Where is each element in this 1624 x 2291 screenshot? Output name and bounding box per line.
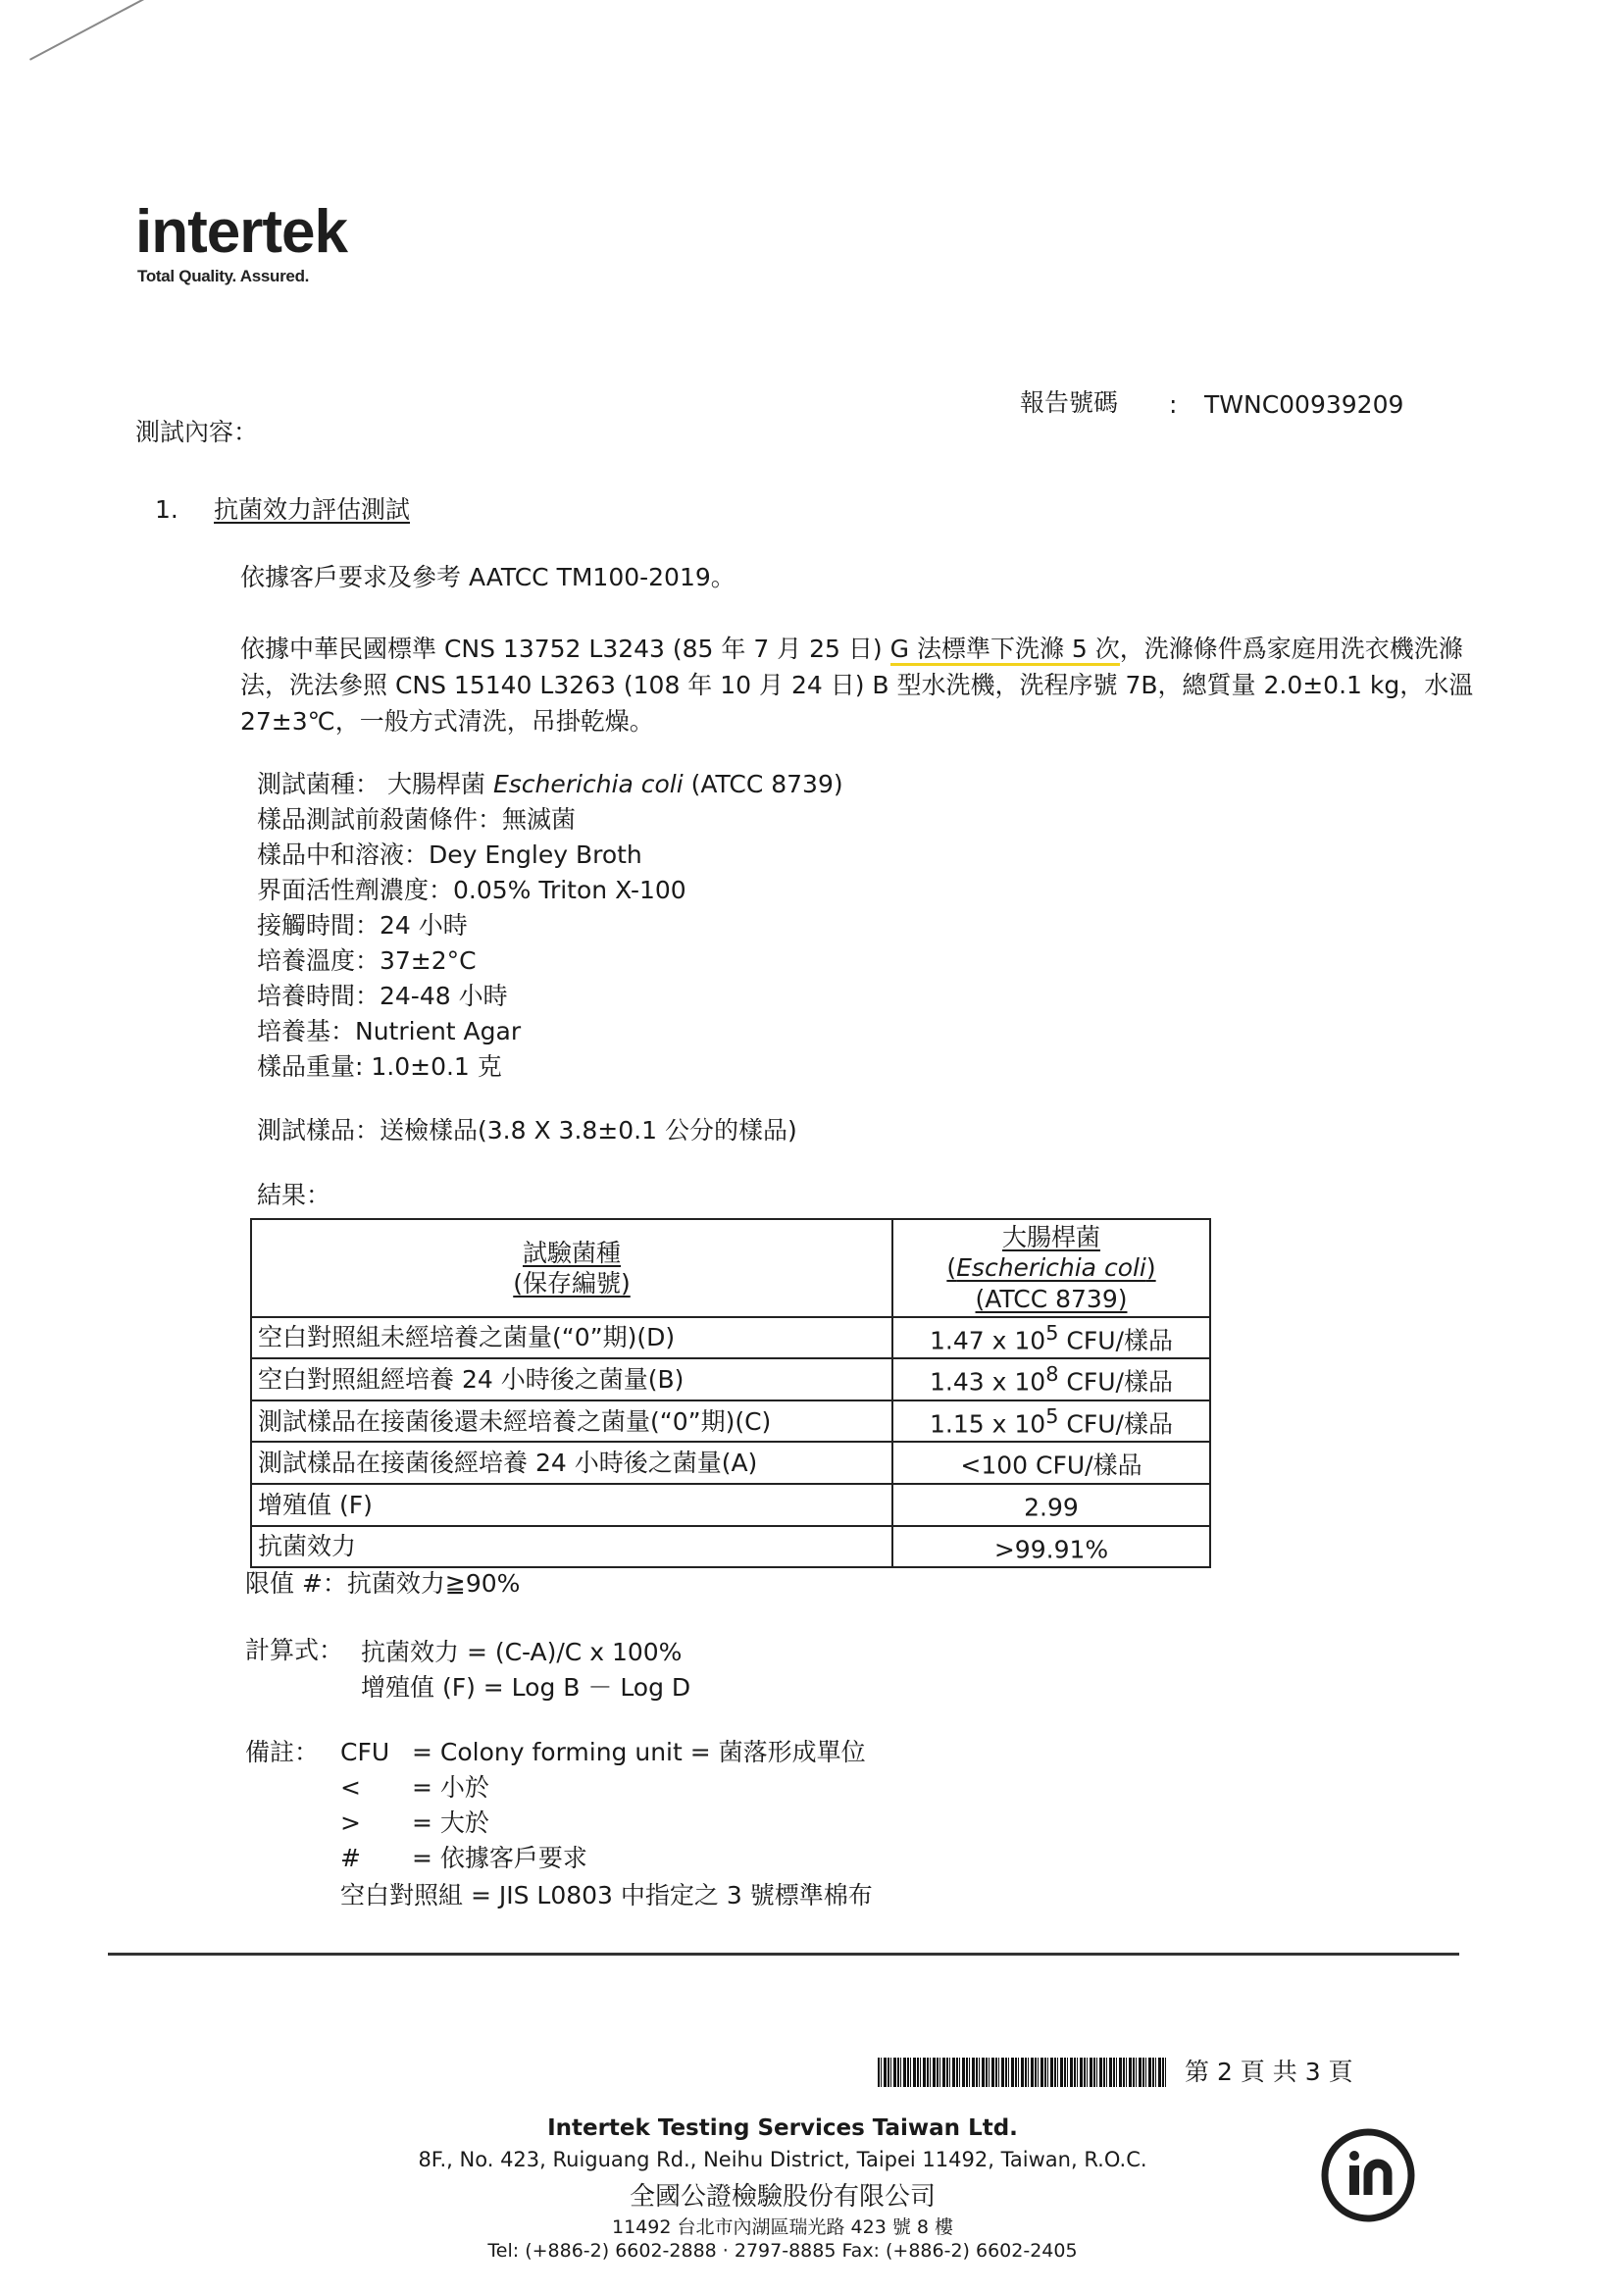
condition-item: 接觸時間：24 小時: [257, 911, 468, 940]
value-base: <100 CFU/樣品: [960, 1451, 1142, 1480]
company-en: Intertek Testing Services Taiwan Ltd.: [547, 2115, 1018, 2141]
table-row: [251, 1400, 1210, 1443]
condition-item: 培養基：Nutrient Agar: [257, 1017, 522, 1045]
row-value: [892, 1358, 1210, 1400]
note-symbol: CFU: [340, 1738, 390, 1766]
para-wash-line3: 27±3℃，一般方式清洗，吊掛乾燥。: [240, 707, 654, 736]
test-sample: 測試樣品：送檢樣品(3.8 X 3.8±0.1 公分的樣品): [257, 1116, 797, 1145]
condition-item: 培養溫度：37±2°C: [257, 946, 477, 975]
value-base: >99.91%: [993, 1534, 1109, 1563]
table-row: [251, 1317, 1210, 1359]
para-wash-line2: 法，洗法參照 CNS 15140 L3263 (108 年 10 月 24 日) B 型水洗機，洗程序號 7B，總質量 2.0±0.1 kg，水溫: [240, 671, 1474, 699]
organism-label: 測試菌種：: [257, 770, 381, 798]
formula-line1: 抗菌效力 = (C-A)/C x 100%: [361, 1638, 683, 1666]
table-header-row: [251, 1219, 1210, 1317]
table-row: [251, 1484, 1210, 1526]
value-base: 1.43 x 10: [930, 1367, 1046, 1397]
footer-divider: [108, 1953, 1459, 1956]
barcode-image: [878, 2058, 1167, 2087]
row-label: 空白對照組未經培養之菌量(“0”期)(D): [251, 1317, 892, 1359]
report-no-label: 報告號碼: [1020, 388, 1119, 417]
value-exp: 5: [1045, 1403, 1059, 1428]
results-table: [250, 1218, 1211, 1568]
address-cn: 11492 台北市內湖區瑞光路 423 號 8 樓: [612, 2216, 953, 2238]
note-text: = Colony forming unit = 菌落形成單位: [412, 1738, 866, 1766]
contact-line: Tel: (+886-2) 6602-2888 · 2797-8885 Fax: (+886-2) 6602-2405: [487, 2240, 1078, 2262]
organism-sci: Escherichia coli: [492, 770, 684, 798]
address-en: 8F., No. 423, Ruiguang Rd., Neihu District, Taipei 11492, Taiwan, R.O.C.: [418, 2148, 1147, 2171]
table-row: [251, 1358, 1210, 1400]
header-right-3: (ATCC 8739): [975, 1284, 1128, 1313]
note-symbol: >: [340, 1808, 361, 1837]
logo-tagline: Total Quality. Assured.: [137, 267, 310, 285]
para-standard: 依據客戶要求及參考 AATCC TM100-2019。: [240, 563, 736, 591]
report-no-sep: :: [1169, 390, 1178, 419]
intertek-emblem-icon: [1319, 2126, 1417, 2224]
table-row: [251, 1526, 1210, 1568]
header-organism-cell: [251, 1219, 892, 1317]
row-value: [892, 1317, 1210, 1359]
row-label: 空白對照組經培養 24 小時後之菌量(B): [251, 1358, 892, 1400]
note-symbol: #: [340, 1844, 361, 1872]
intertek-logo: intertek: [135, 198, 347, 266]
section-intro: 測試內容：: [135, 418, 259, 446]
value-unit: CFU/樣品: [1058, 1409, 1173, 1439]
formula-line2: 增殖值 (F) = Log B － Log D: [361, 1673, 691, 1702]
table-row: [251, 1442, 1210, 1484]
row-label: 抗菌效力: [251, 1526, 892, 1568]
company-cn: 全國公證檢驗股份有限公司: [629, 2182, 936, 2212]
row-value: [892, 1400, 1210, 1443]
wash-text-a: 依據中華民國標準 CNS 13752 L3243 (85 年 7 月 25 日): [240, 635, 890, 663]
para-wash-line1: [240, 635, 1463, 664]
note-text: = 小於: [412, 1773, 489, 1802]
test-organism: [257, 770, 843, 799]
note-last: 空白對照組 = JIS L0803 中指定之 3 號標準棉布: [340, 1881, 873, 1909]
notes-label: 備註：: [245, 1738, 320, 1766]
header-left-2: (保存編號): [513, 1268, 631, 1298]
value-exp: 5: [1045, 1320, 1059, 1345]
value-unit: CFU/樣品: [1058, 1326, 1173, 1355]
row-label: 測試樣品在接菌後還未經培養之菌量(“0”期)(C): [251, 1400, 892, 1443]
formula-label: 計算式：: [245, 1636, 344, 1664]
row-value: [892, 1526, 1210, 1568]
scan-artifact-line: [29, 0, 238, 61]
value-base: 2.99: [1024, 1493, 1079, 1522]
value-exp: 8: [1045, 1362, 1059, 1387]
header-right-2: [899, 1252, 1203, 1283]
limit-value: 限值 #：抗菌效力≧90%: [245, 1569, 521, 1598]
header-right-1: 大腸桿菌: [1001, 1223, 1100, 1251]
condition-item: 培養時間：24-48 小時: [257, 982, 508, 1010]
organism-atcc: (ATCC 8739): [690, 770, 843, 798]
row-label: 增殖值 (F): [251, 1484, 892, 1526]
wash-highlight: G 法標準下洗滌 5 次: [890, 635, 1120, 666]
note-text: = 大於: [412, 1808, 489, 1837]
condition-item: 樣品測試前殺菌條件：無滅菌: [257, 805, 577, 834]
page-number: 第 2 頁 共 3 頁: [1185, 2058, 1353, 2086]
note-text: = 依據客戶要求: [412, 1844, 587, 1872]
wash-text-b: ，洗滌條件爲家庭用洗衣機洗滌: [1119, 635, 1463, 663]
condition-item: 樣品中和溶液：Dey Engley Broth: [257, 840, 642, 869]
paren-close: ): [1145, 1253, 1156, 1283]
condition-item: 樣品重量: 1.0±0.1 克: [257, 1052, 502, 1081]
row-value: [892, 1442, 1210, 1484]
note-symbol: <: [340, 1773, 361, 1802]
section-title: 抗菌效力評估測試: [214, 495, 411, 524]
row-label: 測試樣品在接菌後經培養 24 小時後之菌量(A): [251, 1442, 892, 1484]
value-base: 1.47 x 10: [930, 1326, 1046, 1355]
header-ecoli-cell: [892, 1219, 1210, 1317]
row-value: [892, 1484, 1210, 1526]
organism-cn: 大腸桿菌: [386, 770, 485, 798]
results-label: 結果：: [257, 1181, 331, 1209]
paren-open: (: [946, 1253, 957, 1283]
report-no-value: TWNC00939209: [1204, 390, 1404, 419]
condition-item: 界面活性劑濃度：0.05% Triton X-100: [257, 876, 686, 904]
value-unit: CFU/樣品: [1058, 1367, 1173, 1397]
section-number: 1.: [155, 495, 178, 524]
value-base: 1.15 x 10: [930, 1409, 1046, 1439]
header-sci: Escherichia coli: [956, 1253, 1146, 1283]
header-left-1: 試驗菌種: [522, 1238, 621, 1267]
